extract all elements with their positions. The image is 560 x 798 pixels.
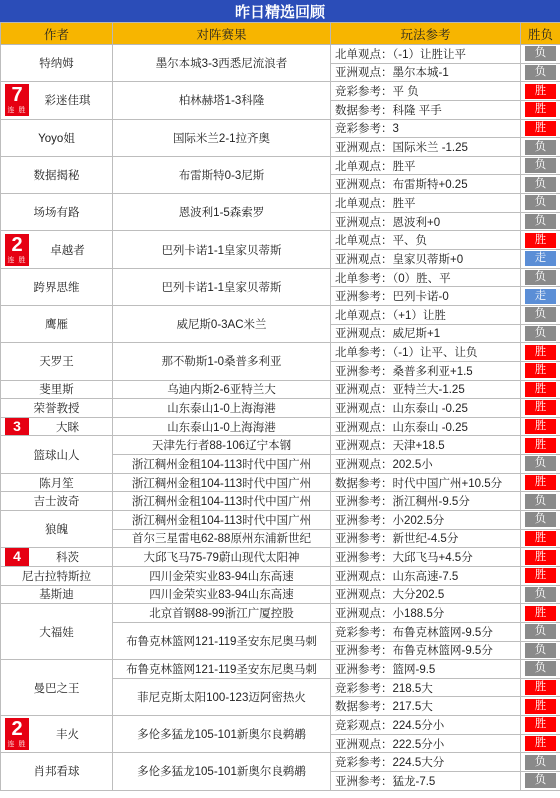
author-name: 陈月笙 bbox=[39, 477, 74, 490]
play-reference: 亚洲观点：恩波利+0 bbox=[331, 212, 521, 231]
author-name: 曼巴之王 bbox=[33, 682, 80, 695]
author-cell bbox=[1, 305, 113, 342]
result-badge: 胜 bbox=[525, 400, 556, 415]
author-name: 数据揭秘 bbox=[33, 169, 80, 182]
play-reference: 亚洲参考：新世纪-4.5分 bbox=[331, 529, 521, 548]
table-row bbox=[1, 548, 560, 567]
streak-badge bbox=[5, 84, 29, 116]
result-badge: 胜 bbox=[525, 568, 556, 583]
author-cell bbox=[1, 660, 113, 716]
author-cell bbox=[1, 45, 113, 82]
result-badge: 胜 bbox=[525, 121, 556, 136]
author-cell bbox=[1, 343, 113, 380]
streak-badge bbox=[5, 548, 29, 566]
result-badge: 负 bbox=[525, 512, 556, 527]
table-row bbox=[1, 268, 560, 287]
table-row bbox=[1, 511, 560, 530]
author-cell bbox=[1, 716, 113, 753]
result-cell bbox=[521, 473, 560, 492]
play-reference: 亚洲观点：大分202.5 bbox=[331, 585, 521, 604]
result-badge: 负 bbox=[525, 773, 556, 788]
table-row bbox=[1, 753, 560, 772]
table-row bbox=[1, 585, 560, 604]
result-cell bbox=[521, 343, 560, 362]
result-cell bbox=[521, 119, 560, 138]
result-cell bbox=[521, 660, 560, 679]
result-badge: 胜 bbox=[525, 345, 556, 360]
result-cell bbox=[521, 380, 560, 399]
author-cell bbox=[1, 548, 113, 567]
author-name: 肖邦看球 bbox=[33, 766, 80, 779]
match-result: 山东泰山1-0上海海港 bbox=[113, 399, 331, 418]
author-cell bbox=[1, 399, 113, 418]
play-reference: 亚洲观点：亚特兰大-1.25 bbox=[331, 380, 521, 399]
result-badge: 胜 bbox=[525, 419, 556, 434]
play-reference: 亚洲参考：桑普多利亚+1.5 bbox=[331, 361, 521, 380]
result-badge: 负 bbox=[525, 587, 556, 602]
result-badge: 胜 bbox=[525, 438, 556, 453]
result-badge: 负 bbox=[525, 195, 556, 210]
play-reference: 亚洲观点：威尼斯+1 bbox=[331, 324, 521, 343]
author-cell bbox=[1, 473, 113, 492]
match-result: 大邱飞马75-79蔚山现代太阳神 bbox=[113, 548, 331, 567]
table-row bbox=[1, 436, 560, 455]
play-reference: 亚洲参考：巴列卡诺-0 bbox=[331, 287, 521, 306]
table-row bbox=[1, 380, 560, 399]
result-badge: 负 bbox=[525, 661, 556, 676]
match-result: 威尼斯0-3AC米兰 bbox=[113, 305, 331, 342]
author-cell bbox=[1, 231, 113, 268]
streak-badge bbox=[5, 418, 29, 436]
play-reference: 数据参考：217.5大 bbox=[331, 697, 521, 716]
author-cell bbox=[1, 119, 113, 156]
match-result: 恩波利1-5森索罗 bbox=[113, 194, 331, 231]
play-reference: 北单观点：平、负 bbox=[331, 231, 521, 250]
result-cell bbox=[521, 82, 560, 101]
header-play: 玩法参考 bbox=[331, 23, 521, 45]
play-reference: 竞彩参考：3 bbox=[331, 119, 521, 138]
play-reference: 北单观点：胜平 bbox=[331, 194, 521, 213]
result-badge: 负 bbox=[525, 755, 556, 770]
play-reference: 北单观点：胜平 bbox=[331, 156, 521, 175]
result-badge: 负 bbox=[525, 270, 556, 285]
result-cell bbox=[521, 361, 560, 380]
result-cell bbox=[521, 716, 560, 735]
table-row bbox=[1, 716, 560, 735]
author-name: 跨界思维 bbox=[33, 281, 80, 294]
play-reference: 竞彩参考：224.5大分 bbox=[331, 753, 521, 772]
play-reference: 亚洲观点：天津+18.5 bbox=[331, 436, 521, 455]
result-badge: 走 bbox=[525, 289, 556, 304]
result-badge: 负 bbox=[525, 65, 556, 80]
match-result: 多伦多猛龙105-101新奥尔良鹈鹕 bbox=[113, 753, 331, 790]
match-result: 山东泰山1-0上海海港 bbox=[113, 417, 331, 436]
play-reference: 竞彩参考：218.5大 bbox=[331, 678, 521, 697]
result-cell bbox=[521, 100, 560, 119]
result-badge: 胜 bbox=[525, 717, 556, 732]
play-reference: 亚洲观点：山东泰山 -0.25 bbox=[331, 417, 521, 436]
table-row bbox=[1, 45, 560, 64]
match-result: 天津先行者88-106辽宁本钢 bbox=[113, 436, 331, 455]
result-cell bbox=[521, 268, 560, 287]
match-result: 柏林赫塔1-3科隆 bbox=[113, 82, 331, 119]
review-table bbox=[0, 22, 560, 791]
author-cell bbox=[1, 753, 113, 790]
streak-badge bbox=[5, 234, 29, 266]
match-result: 北京首钢88-99浙江广厦控股 bbox=[113, 604, 331, 623]
result-cell bbox=[521, 511, 560, 530]
result-cell bbox=[521, 622, 560, 641]
header-result: 胜负 bbox=[521, 23, 560, 45]
match-result: 浙江稠州金租104-113时代中国广州 bbox=[113, 492, 331, 511]
result-cell bbox=[521, 548, 560, 567]
play-reference: 亚洲参考：布鲁克林篮网-9.5分 bbox=[331, 641, 521, 660]
author-cell bbox=[1, 380, 113, 399]
result-cell bbox=[521, 436, 560, 455]
author-cell bbox=[1, 511, 113, 548]
streak-label: 连 胜 bbox=[7, 107, 27, 115]
author-cell bbox=[1, 194, 113, 231]
result-cell bbox=[521, 697, 560, 716]
table-row bbox=[1, 194, 560, 213]
result-cell bbox=[521, 287, 560, 306]
table-row bbox=[1, 417, 560, 436]
table-row bbox=[1, 119, 560, 138]
play-reference: 竞彩观点：224.5分小 bbox=[331, 716, 521, 735]
play-reference: 亚洲观点：222.5分小 bbox=[331, 734, 521, 753]
table-row bbox=[1, 156, 560, 175]
play-reference: 北单观点：（-1）让胜让平 bbox=[331, 45, 521, 64]
author-cell bbox=[1, 156, 113, 193]
result-cell bbox=[521, 529, 560, 548]
result-cell bbox=[521, 324, 560, 343]
author-cell bbox=[1, 82, 113, 119]
author-name: 天罗王 bbox=[39, 356, 74, 369]
result-badge: 胜 bbox=[525, 531, 556, 546]
result-cell bbox=[521, 771, 560, 790]
table-row bbox=[1, 82, 560, 101]
author-name: 场场有路 bbox=[33, 207, 80, 220]
match-result: 那不勒斯1-0桑普多利亚 bbox=[113, 343, 331, 380]
play-reference: 北单观点：（+1）让胜 bbox=[331, 305, 521, 324]
result-badge: 负 bbox=[525, 326, 556, 341]
match-result: 首尔三星雷电62-88原州东浦新世纪 bbox=[113, 529, 331, 548]
match-result: 乌迪内斯2-6亚特兰大 bbox=[113, 380, 331, 399]
result-badge: 负 bbox=[525, 46, 556, 61]
streak-label: 连 胜 bbox=[7, 256, 27, 264]
result-badge: 胜 bbox=[525, 606, 556, 621]
result-cell bbox=[521, 194, 560, 213]
play-reference: 亚洲观点：皇家贝蒂斯+0 bbox=[331, 250, 521, 269]
author-name: 鹰雁 bbox=[45, 319, 68, 332]
author-name: 丰火 bbox=[56, 729, 79, 742]
author-name: 基斯迪 bbox=[39, 589, 74, 602]
table-row bbox=[1, 492, 560, 511]
match-result: 墨尔本城3-3西悉尼流浪者 bbox=[113, 45, 331, 82]
author-name: Yoyo姐 bbox=[38, 132, 75, 145]
author-cell bbox=[1, 566, 113, 585]
author-name: 大眯 bbox=[56, 421, 79, 434]
match-result: 四川金荣实业83-94山东高速 bbox=[113, 566, 331, 585]
author-name: 斐里斯 bbox=[39, 384, 74, 397]
result-cell bbox=[521, 305, 560, 324]
streak-count: 3 bbox=[13, 417, 21, 434]
result-badge: 负 bbox=[525, 624, 556, 639]
play-reference: 亚洲观点：山东泰山 -0.25 bbox=[331, 399, 521, 418]
result-badge: 胜 bbox=[525, 475, 556, 490]
result-cell bbox=[521, 156, 560, 175]
play-reference: 亚洲观点：山东高速-7.5 bbox=[331, 566, 521, 585]
result-badge: 胜 bbox=[525, 382, 556, 397]
result-cell bbox=[521, 455, 560, 474]
play-reference: 亚洲参考：大邱飞马+4.5分 bbox=[331, 548, 521, 567]
table-row bbox=[1, 604, 560, 623]
play-reference: 亚洲观点：202.5小 bbox=[331, 455, 521, 474]
header-match: 对阵赛果 bbox=[113, 23, 331, 45]
result-cell bbox=[521, 566, 560, 585]
result-badge: 胜 bbox=[525, 102, 556, 117]
result-badge: 负 bbox=[525, 494, 556, 509]
match-result: 巴列卡诺1-1皇家贝蒂斯 bbox=[113, 268, 331, 305]
streak-label: 连 胜 bbox=[7, 741, 27, 749]
result-cell bbox=[521, 492, 560, 511]
author-name: 科茨 bbox=[56, 552, 79, 565]
result-badge: 负 bbox=[525, 214, 556, 229]
play-reference: 亚洲观点：国际米兰 -1.25 bbox=[331, 138, 521, 157]
result-badge: 胜 bbox=[525, 84, 556, 99]
table-row bbox=[1, 473, 560, 492]
result-badge: 负 bbox=[525, 158, 556, 173]
author-name: 篮球山人 bbox=[33, 449, 80, 462]
result-badge: 胜 bbox=[525, 680, 556, 695]
result-cell bbox=[521, 641, 560, 660]
result-badge: 胜 bbox=[525, 699, 556, 714]
play-reference: 亚洲参考：篮网-9.5 bbox=[331, 660, 521, 679]
author-name: 尼古拉特斯拉 bbox=[22, 570, 91, 583]
author-name: 大福娃 bbox=[39, 626, 74, 639]
table-row bbox=[1, 343, 560, 362]
match-result: 布鲁克林篮网121-119圣安东尼奥马刺 bbox=[113, 622, 331, 659]
page-title: 昨日精选回顾 bbox=[0, 0, 560, 22]
author-name: 吉士波奇 bbox=[33, 496, 80, 509]
header-author: 作者 bbox=[1, 23, 113, 45]
play-reference: 数据参考：时代中国广州+10.5分 bbox=[331, 473, 521, 492]
author-cell bbox=[1, 492, 113, 511]
result-cell bbox=[521, 45, 560, 64]
result-badge: 负 bbox=[525, 177, 556, 192]
result-badge: 负 bbox=[525, 140, 556, 155]
result-cell bbox=[521, 753, 560, 772]
result-cell bbox=[521, 231, 560, 250]
result-badge: 负 bbox=[525, 643, 556, 658]
result-cell bbox=[521, 399, 560, 418]
play-reference: 亚洲观点：布雷斯特+0.25 bbox=[331, 175, 521, 194]
match-result: 布雷斯特0-3尼斯 bbox=[113, 156, 331, 193]
table-row bbox=[1, 231, 560, 250]
author-cell bbox=[1, 604, 113, 660]
author-cell bbox=[1, 436, 113, 473]
result-cell bbox=[521, 212, 560, 231]
streak-count: 2 bbox=[11, 233, 23, 256]
table-row bbox=[1, 660, 560, 679]
result-cell bbox=[521, 734, 560, 753]
play-reference: 数据参考：科隆 平手 bbox=[331, 100, 521, 119]
play-reference: 亚洲参考：浙江稠州-9.5分 bbox=[331, 492, 521, 511]
match-result: 国际米兰2-1拉齐奥 bbox=[113, 119, 331, 156]
streak-count: 2 bbox=[11, 718, 23, 741]
result-badge: 负 bbox=[525, 456, 556, 471]
result-badge: 走 bbox=[525, 251, 556, 266]
match-result: 巴列卡诺1-1皇家贝蒂斯 bbox=[113, 231, 331, 268]
play-reference: 亚洲观点：墨尔本城-1 bbox=[331, 63, 521, 82]
table-body bbox=[1, 45, 560, 791]
result-badge: 胜 bbox=[525, 736, 556, 751]
play-reference: 竞彩参考：布鲁克林篮网-9.5分 bbox=[331, 622, 521, 641]
streak-count: 4 bbox=[13, 548, 21, 565]
table-row bbox=[1, 566, 560, 585]
result-cell bbox=[521, 175, 560, 194]
streak-count: 7 bbox=[11, 84, 23, 107]
play-reference: 北单参考：（-1）让平、让负 bbox=[331, 343, 521, 362]
play-reference: 竞彩参考：平 负 bbox=[331, 82, 521, 101]
play-reference: 亚洲参考：猛龙-7.5 bbox=[331, 771, 521, 790]
result-badge: 胜 bbox=[525, 233, 556, 248]
match-result: 菲尼克斯太阳100-123迈阿密热火 bbox=[113, 678, 331, 715]
author-name: 狼魄 bbox=[45, 524, 68, 537]
match-result: 四川金荣实业83-94山东高速 bbox=[113, 585, 331, 604]
header-row bbox=[1, 23, 560, 45]
result-badge: 负 bbox=[525, 307, 556, 322]
result-cell bbox=[521, 604, 560, 623]
table-row bbox=[1, 399, 560, 418]
result-badge: 胜 bbox=[525, 550, 556, 565]
play-reference: 北单参考：（0）胜、平 bbox=[331, 268, 521, 287]
table-row bbox=[1, 305, 560, 324]
result-cell bbox=[521, 250, 560, 269]
result-cell bbox=[521, 417, 560, 436]
result-cell bbox=[521, 138, 560, 157]
author-name: 荣誉教授 bbox=[33, 402, 80, 415]
result-cell bbox=[521, 678, 560, 697]
author-name: 特纳姆 bbox=[39, 58, 74, 71]
author-name: 卓越者 bbox=[50, 244, 85, 257]
play-reference: 亚洲参考：小202.5分 bbox=[331, 511, 521, 530]
author-name: 彩迷佳琪 bbox=[44, 95, 91, 108]
result-cell bbox=[521, 585, 560, 604]
match-result: 布鲁克林篮网121-119圣安东尼奥马刺 bbox=[113, 660, 331, 679]
match-result: 浙江稠州金租104-113时代中国广州 bbox=[113, 473, 331, 492]
author-cell bbox=[1, 417, 113, 436]
match-result: 多伦多猛龙105-101新奥尔良鹈鹕 bbox=[113, 716, 331, 753]
author-cell bbox=[1, 268, 113, 305]
match-result: 浙江稠州金租104-113时代中国广州 bbox=[113, 455, 331, 474]
match-result: 浙江稠州金租104-113时代中国广州 bbox=[113, 511, 331, 530]
author-cell bbox=[1, 585, 113, 604]
play-reference: 亚洲观点：小188.5分 bbox=[331, 604, 521, 623]
result-badge: 胜 bbox=[525, 363, 556, 378]
result-cell bbox=[521, 63, 560, 82]
streak-badge bbox=[5, 718, 29, 750]
